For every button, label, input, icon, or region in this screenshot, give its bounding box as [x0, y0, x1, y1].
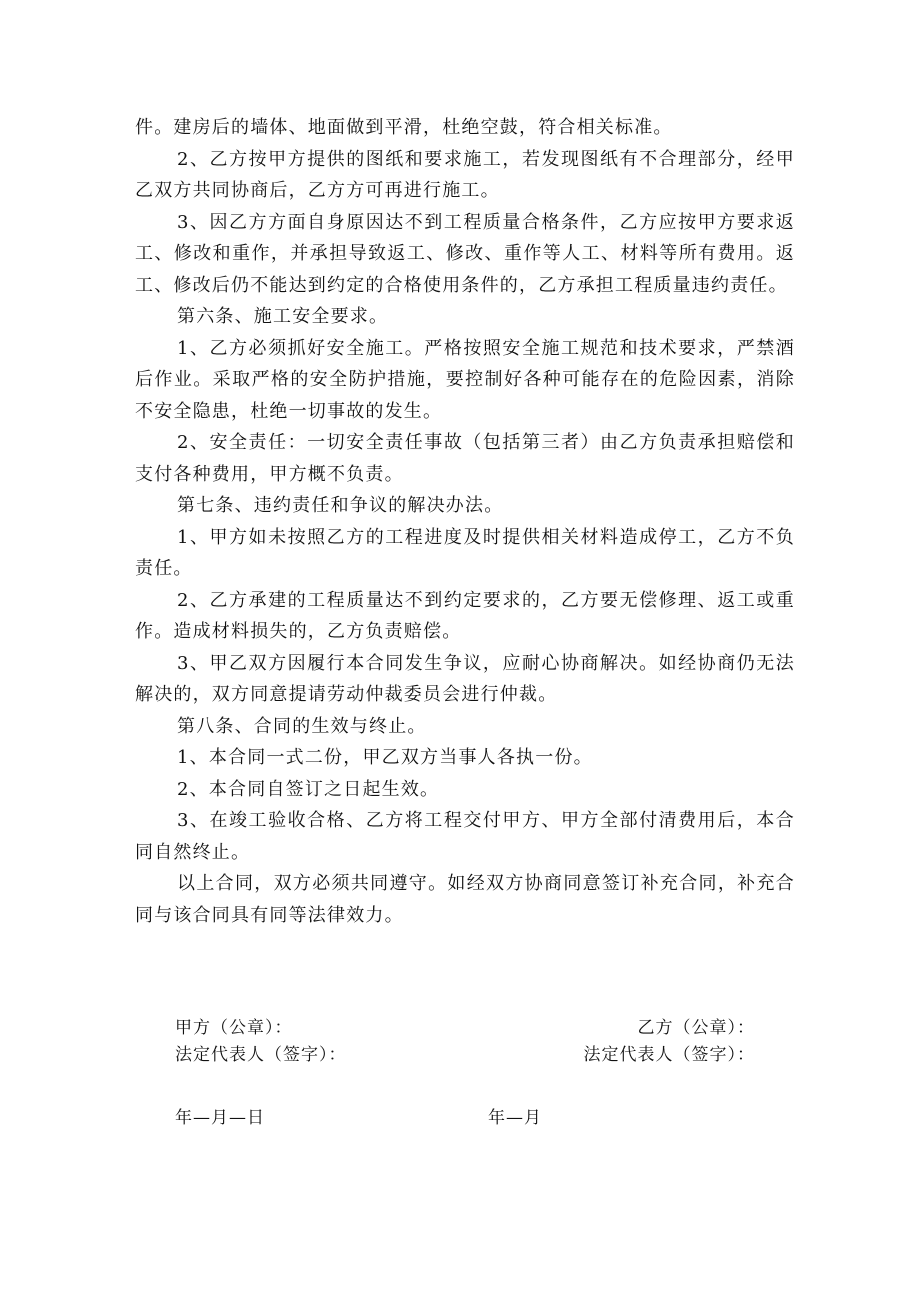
section-heading: 第七条、违约责任和争议的解决办法。: [177, 495, 504, 516]
party-b-seal-label: 乙方（公章）：: [637, 1018, 755, 1038]
party-a-seal-label: 甲方（公章）：: [175, 1018, 293, 1038]
paragraph: 1、本合同一式二份，甲乙双方当事人各执一份。: [177, 747, 593, 768]
paragraph: 3、在竣工验收合格、乙方将工程交付甲方、甲方全部付清费用后，本合同自然终止。: [135, 810, 795, 863]
party-a-date: 年—月—日: [175, 1108, 265, 1128]
paragraph: 2、乙方按甲方提供的图纸和要求施工，若发现图纸有不合理部分，经甲乙双方共同协商后，乙方方可再进行施工。: [135, 148, 795, 201]
paragraph: 1、甲方如未按照乙方的工程进度及时提供相关材料造成停工，乙方不负责任。: [135, 526, 795, 579]
signature-row-seal: [175, 1013, 755, 1043]
party-a-representative-label: 法定代表人（签字）：: [175, 1045, 347, 1065]
section-heading: 第六条、施工安全要求。: [177, 306, 389, 327]
paragraph: 3、甲乙双方因履行本合同发生争议，应耐心协商解决。如经协商仍无法解决的，双方同意提请劳动仲裁委员会进行仲裁。: [135, 652, 795, 705]
party-b-date: 年—月: [488, 1108, 542, 1128]
paragraph: 2、本合同自签订之日起生效。: [177, 778, 440, 800]
contract-body: [135, 112, 795, 931]
section-heading: 第八条、合同的生效与终止。: [177, 715, 427, 737]
signature-row-representative: [175, 1040, 755, 1070]
paragraph: 3、因乙方方面自身原因达不到工程质量合格条件，乙方应按甲方要求返工、修改和重作，并承担导致返工、修改、重作等人工、材料等所有费用。返工、修改后仍不能达到约定的合格使用条件的，乙方承担工程质量违约责任。: [135, 211, 795, 296]
paragraph: 以上合同，双方必须共同遵守。如经双方协商同意签订补充合同，补充合同与该合同具有同等法律效力。: [135, 873, 795, 926]
paragraph: 1、乙方必须抓好安全施工。严格按照安全施工规范和技术要求，严禁酒后作业。采取严格的安全防护措施，要控制好各种可能存在的危险因素，消除不安全隐患，杜绝一切事故的发生。: [135, 337, 795, 422]
date-row: [175, 1103, 675, 1133]
paragraph: 2、乙方承建的工程质量达不到约定要求的，乙方要无偿修理、返工或重作。造成材料损失的，乙方负责赔偿。: [135, 589, 795, 642]
party-b-representative-label: 法定代表人（签字）：: [583, 1045, 755, 1065]
paragraph: 件。建房后的墙体、地面做到平滑，杜绝空鼓，符合相关标准。: [135, 117, 673, 138]
paragraph: 2、安全责任：一切安全责任事故（包括第三者）由乙方负责承担赔偿和支付各种费用，甲方概不负责。: [135, 432, 795, 485]
